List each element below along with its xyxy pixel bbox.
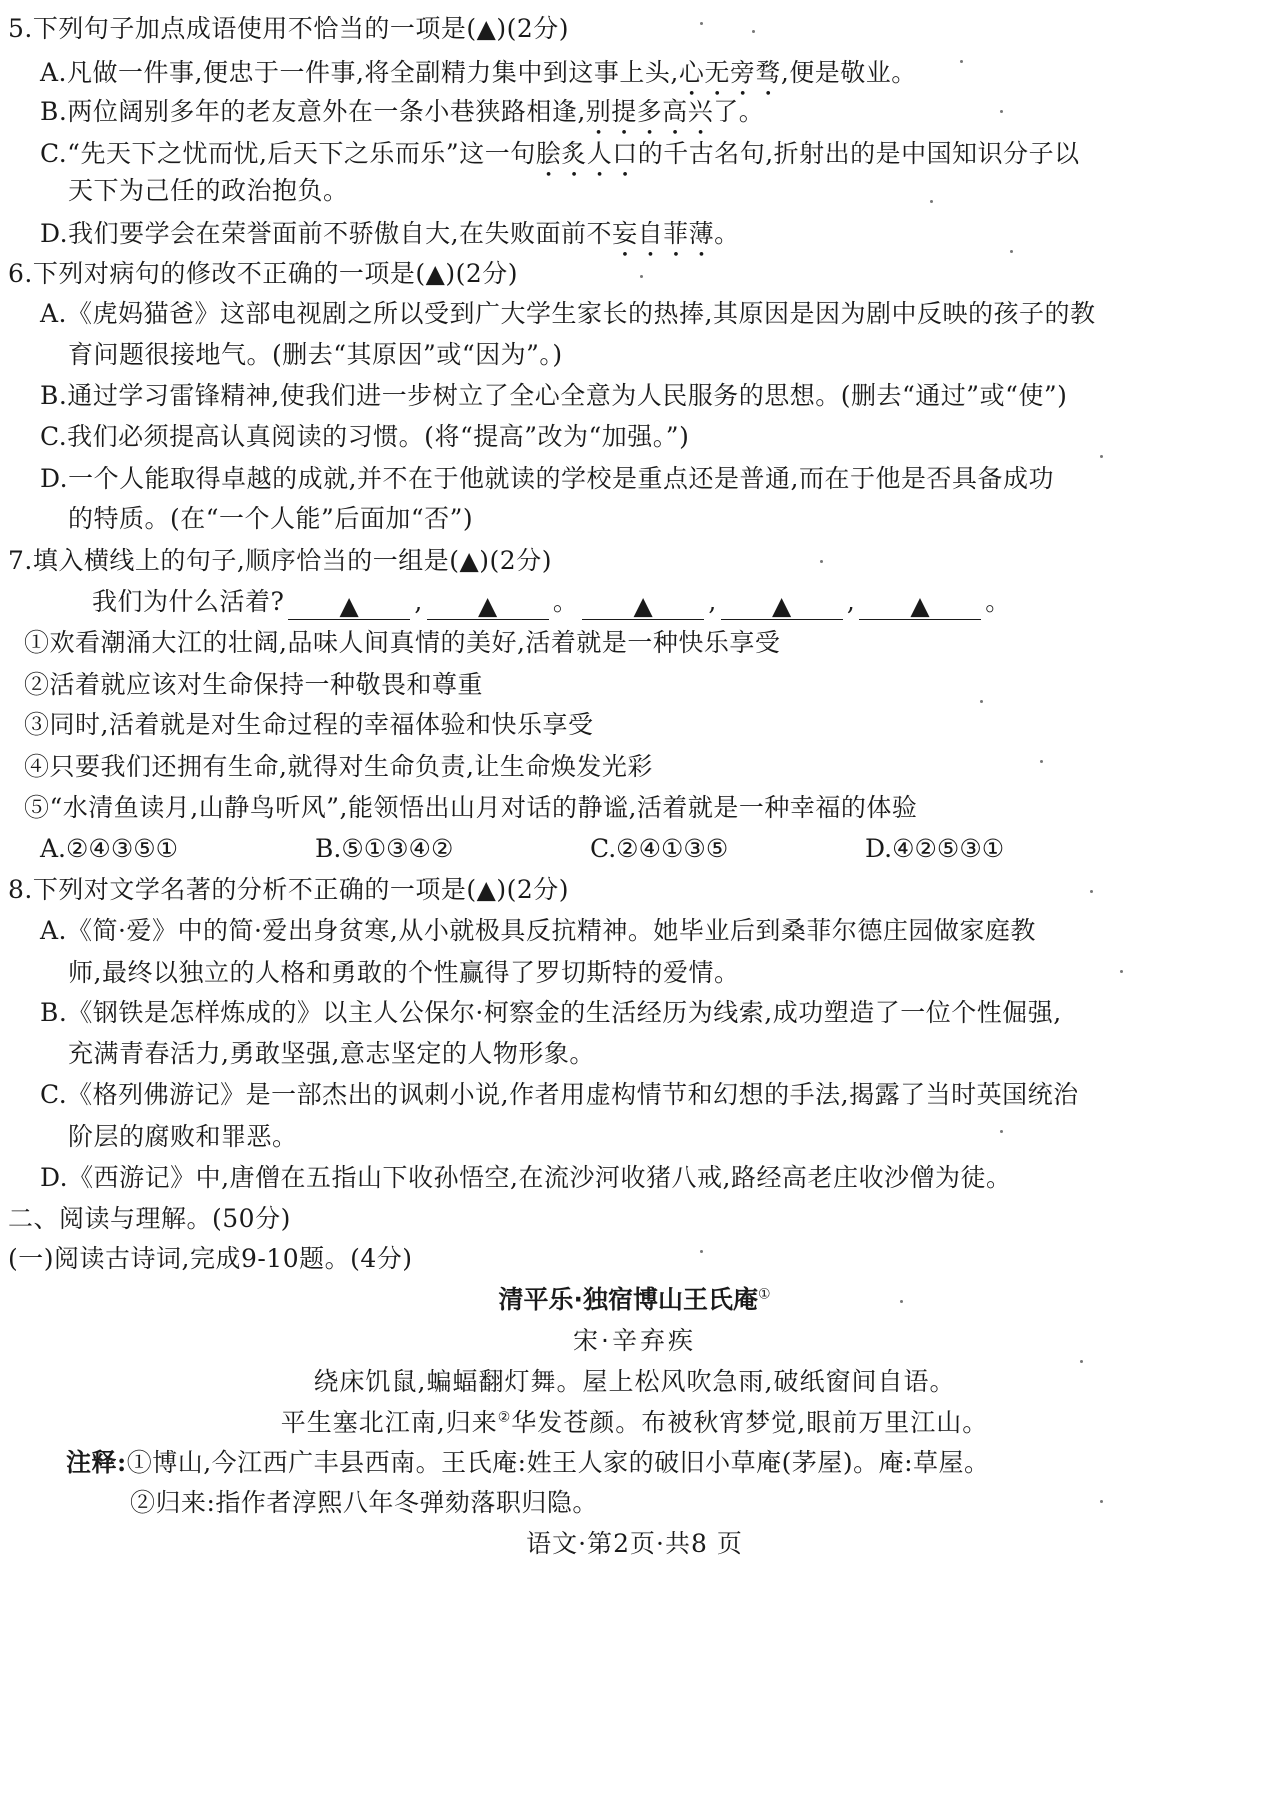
- q7-sentence-1: ①欢看潮涌大江的壮阔,品味人间真情的美好,活着就是一种快乐享受: [24, 628, 781, 657]
- q7-options: [40, 836, 1140, 861]
- poem-line-1: 绕床饥鼠,蝙蝠翻灯舞。屋上松风吹急雨,破纸窗间自语。: [313, 1367, 956, 1396]
- q6-option-a-cont: 育问题很接地气。(删去“其原因”或“因为”。): [68, 340, 563, 369]
- q7-stem: 7.填入横线上的句子,顺序恰当的一组是(▲)(2分): [8, 546, 552, 575]
- page-footer: 语文·第2页·共8 页: [526, 1529, 743, 1558]
- q5-stem: 5.下列句子加点成语使用不恰当的一项是(▲)(2分): [8, 14, 569, 43]
- q6-option-d: D.一个人能取得卓越的成就,并不在于他就读的学校是重点还是普通,而在于他是否具备成功: [40, 464, 1054, 493]
- section-2-title: 二、阅读与理解。(50分): [8, 1204, 291, 1233]
- note-1: 注释:①博山,今江西广丰县西南。王氏庵:姓王人家的破旧小草庵(茅屋)。庵:草屋。: [66, 1448, 990, 1477]
- q6-option-a: A.《虎妈猫爸》这部电视剧之所以受到广大学生家长的热捧,其原因是因为剧中反映的孩子的教: [40, 299, 1096, 328]
- q6-option-d-cont: 的特质。(在“一个人能”后面加“否”): [68, 504, 474, 533]
- q7-sentence-5: ⑤“水清鱼读月,山静鸟听风”,能领悟出山月对话的静谧,活着就是一种幸福的体验: [24, 793, 918, 822]
- q8-option-d: D.《西游记》中,唐僧在五指山下收孙悟空,在流沙河收猪八戒,路经高老庄收沙僧为徒。: [40, 1163, 1012, 1192]
- q8-stem: 8.下列对文学名著的分析不正确的一项是(▲)(2分): [8, 875, 569, 904]
- poem-title: 清平乐·独宿博山王氏庵①: [498, 1285, 771, 1314]
- q7-sentence-4: ④只要我们还拥有生命,就得对生命负责,让生命焕发光彩: [24, 752, 653, 781]
- q8-option-a: A.《简·爱》中的简·爱出身贫寒,从小就极具反抗精神。她毕业后到桑菲尔德庄园做家庭教: [40, 916, 1036, 945]
- q6-option-c: C.我们必须提高认真阅读的习惯。(将“提高”改为“加强。”): [40, 422, 690, 451]
- q8-option-c: C.《格列佛游记》是一部杰出的讽刺小说,作者用虚构情节和幻想的手法,揭露了当时英国统治: [40, 1080, 1079, 1109]
- q7-fill-line: 我们为什么活着? ▲ , ▲ 。 ▲ , ▲ , ▲ 。: [92, 587, 1011, 620]
- note-2: ②归来:指作者淳熙八年冬弹劾落职归隐。: [130, 1488, 598, 1517]
- poem-title-footnote: ①: [757, 1286, 771, 1303]
- q7-sentence-2: ②活着就应该对生命保持一种敬畏和尊重: [24, 670, 484, 699]
- q8-option-b: B.《钢铁是怎样炼成的》以主人公保尔·柯察金的生活经历为线索,成功塑造了一位个性倔强,: [40, 998, 1062, 1027]
- q7-option-c: C.②④①③⑤: [590, 834, 729, 863]
- q5-option-b: B.两位阔别多年的老友意外在一条小巷狭路相逢,别提多高兴了。: [40, 97, 765, 126]
- poem-author: 宋·辛弃疾: [573, 1326, 696, 1355]
- poem-line-2-footnote: ②: [497, 1409, 512, 1426]
- q5-b-idiom: 别提多高兴: [585, 97, 714, 126]
- q7-option-d: D.④②⑤③①: [865, 834, 1005, 863]
- q7-blank-5: ▲: [859, 593, 981, 620]
- poem-line-2: 平生塞北江南,归来②华发苍颜。布被秋宵梦觉,眼前万里江山。: [280, 1408, 989, 1437]
- q5-c-idiom: 脍炙人口: [535, 139, 638, 168]
- q8-option-a-cont: 师,最终以独立的人格和勇敢的个性赢得了罗切斯特的爱情。: [68, 958, 740, 987]
- notes-label: 注释:: [66, 1448, 127, 1477]
- q7-blank-3: ▲: [582, 593, 704, 620]
- q5-option-a: A.凡做一件事,便忠于一件事,将全副精力集中到这事上头,心无旁骛,便是敬业。: [40, 58, 917, 87]
- q7-option-a: A.②④③⑤①: [40, 834, 179, 863]
- q5-d-idiom: 妄自菲薄: [612, 219, 715, 248]
- q7-lead: 我们为什么活着?: [92, 587, 285, 616]
- q6-stem: 6.下列对病句的修改不正确的一项是(▲)(2分): [8, 259, 518, 288]
- q5-option-d: D.我们要学会在荣誉面前不骄傲自大,在失败面前不妄自菲薄。: [40, 219, 740, 248]
- q7-sentence-3: ③同时,活着就是对生命过程的幸福体验和快乐享受: [24, 710, 594, 739]
- q5-a-idiom: 心无旁骛: [678, 58, 781, 87]
- q7-blank-4: ▲: [721, 593, 843, 620]
- section-2-part-1: (一)阅读古诗词,完成9-10题。(4分): [8, 1244, 413, 1273]
- q5-option-c: C.“先天下之忧而忧,后天下之乐而乐”这一句脍炙人口的千古名句,折射出的是中国知识分子以: [40, 139, 1080, 168]
- q8-option-c-cont: 阶层的腐败和罪恶。: [68, 1122, 298, 1151]
- q7-blank-2: ▲: [427, 593, 549, 620]
- q8-option-b-cont: 充满青春活力,勇敢坚强,意志坚定的人物形象。: [68, 1039, 595, 1068]
- q7-option-b: B.⑤①③④②: [315, 834, 454, 863]
- q7-blank-1: ▲: [288, 593, 410, 620]
- q5-option-c-cont: 天下为己任的政治抱负。: [68, 176, 349, 205]
- q6-option-b: B.通过学习雷锋精神,使我们进一步树立了全心全意为人民服务的思想。(删去“通过”或“使”): [40, 381, 1068, 410]
